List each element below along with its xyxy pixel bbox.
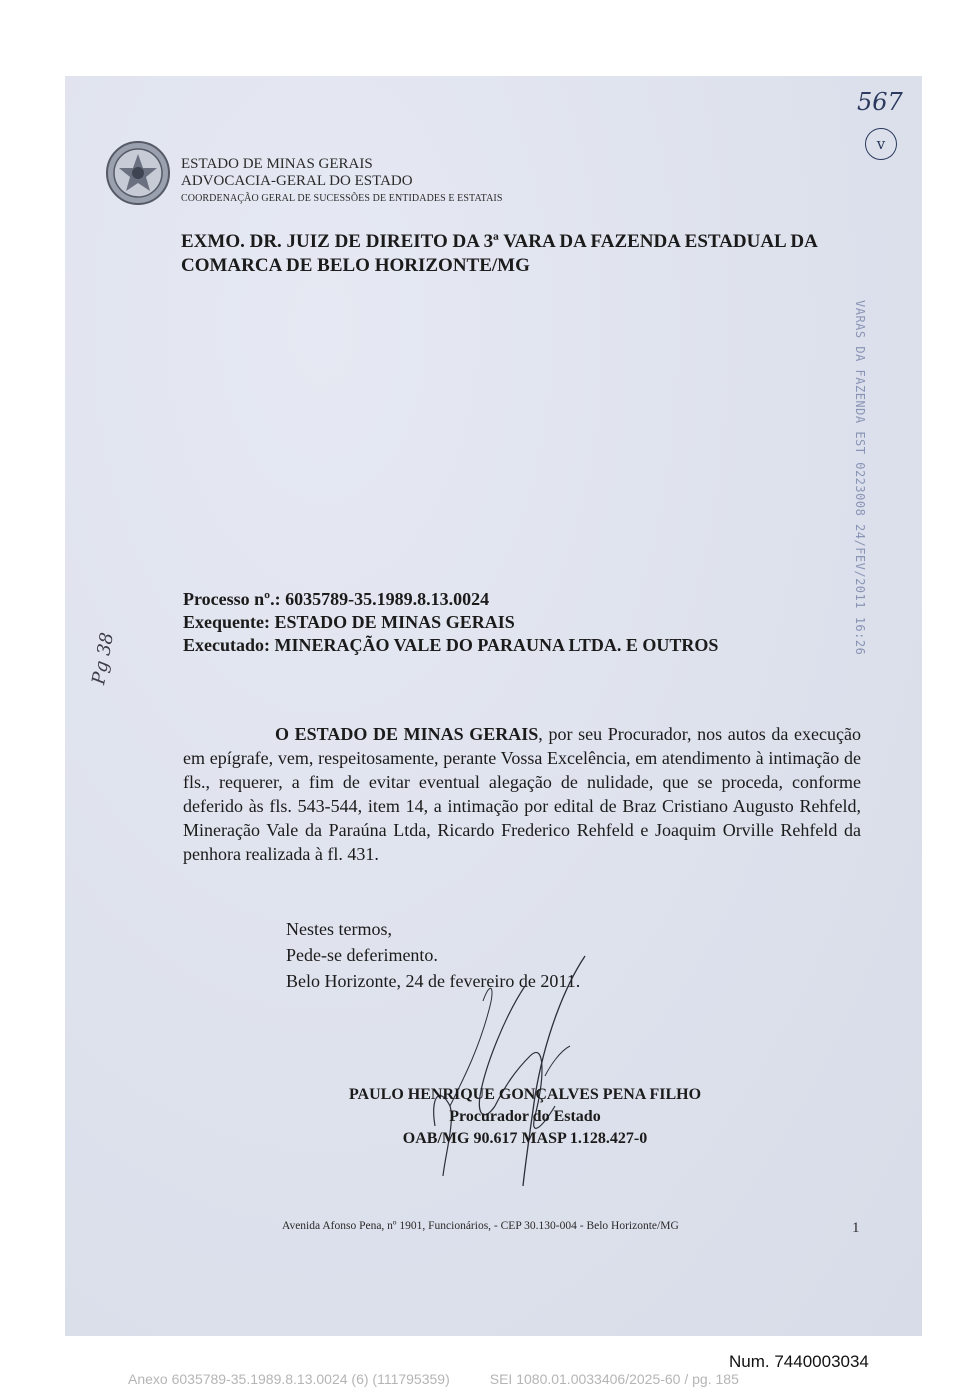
signatory-block (315, 1084, 735, 1150)
closing-terms: Nestes termos, (286, 919, 392, 939)
footer-address: Avenida Afonso Pena, nº 1901, Funcionários, - CEP 30.130-004 - Belo Horizonte/MG (282, 1220, 679, 1232)
margin-note: Pg 38 (88, 630, 119, 687)
received-stamp: VARAS DA FAZENDA EST 0223008 24/FEV/2011 16:26 (853, 300, 867, 656)
closing-date: Belo Horizonte, 24 de fevereiro de 2011. (286, 971, 581, 991)
case-plaintiff: Exequente: ESTADO DE MINAS GERAIS (183, 612, 515, 632)
issuing-organization (181, 156, 503, 207)
page-number: 1 (852, 1220, 860, 1236)
handwritten-signature (395, 946, 635, 1196)
petition-lead: O ESTADO DE MINAS GERAIS (275, 724, 539, 744)
folio-mark: v (865, 128, 897, 160)
annex-reference-line (128, 1371, 828, 1387)
case-defendant: Executado: MINERAÇÃO VALE DO PARAUNA LTDA. E OUTROS (183, 635, 719, 655)
org-department: COORDENAÇÃO GERAL DE SUCESSÕES DE ENTIDADES E ESTATAIS (181, 193, 503, 204)
state-seal-emblem (105, 140, 171, 206)
addressee-heading: EXMO. DR. JUIZ DE DIREITO DA 3ª VARA DA FAZENDA ESTADUAL DA COMARCA DE BELO HORIZONTE/MG (181, 231, 817, 276)
sei-ref: SEI 1080.01.0033406/2025-60 / pg. 185 (489, 1371, 739, 1387)
closing-request: Pede-se deferimento. (286, 945, 438, 965)
folio-number: 567 (857, 88, 903, 116)
document-id: Num. 7440003034 (729, 1352, 869, 1371)
scanned-page (65, 76, 922, 1336)
case-number: Processo nº.: 6035789-35.1989.8.13.0024 (183, 589, 490, 609)
signatory-registration: OAB/MG 90.617 MASP 1.128.427-0 (402, 1130, 648, 1147)
case-details (183, 588, 718, 657)
org-state: ESTADO DE MINAS GERAIS (181, 156, 373, 172)
org-agency: ADVOCACIA-GERAL DO ESTADO (181, 173, 413, 189)
signatory-title: Procurador do Estado (449, 1108, 601, 1125)
signatory-name: PAULO HENRIQUE GONÇALVES PENA FILHO (348, 1086, 702, 1103)
annex-ref: Anexo 6035789-35.1989.8.13.0024 (6) (111795359) (128, 1371, 450, 1387)
petition-body (183, 722, 861, 866)
petition-text: , por seu Procurador, nos autos da execução em epígrafe, vem, respeitosamente, perante Vossa Excelência, em atendimento à intimação de fls., requerer, a fim de evitar eventual alegação de nulidade, que se proceda, conforme deferido às fls. 543-544, item 14, a intimação por edital de Braz Cristiano Augusto Rehfeld, Mineração Vale da Paraúna Ltda, Ricardo Frederico Rehfeld e Joaquim Orville Rehfeld da penhora realizada à fl. 431. (183, 724, 861, 864)
